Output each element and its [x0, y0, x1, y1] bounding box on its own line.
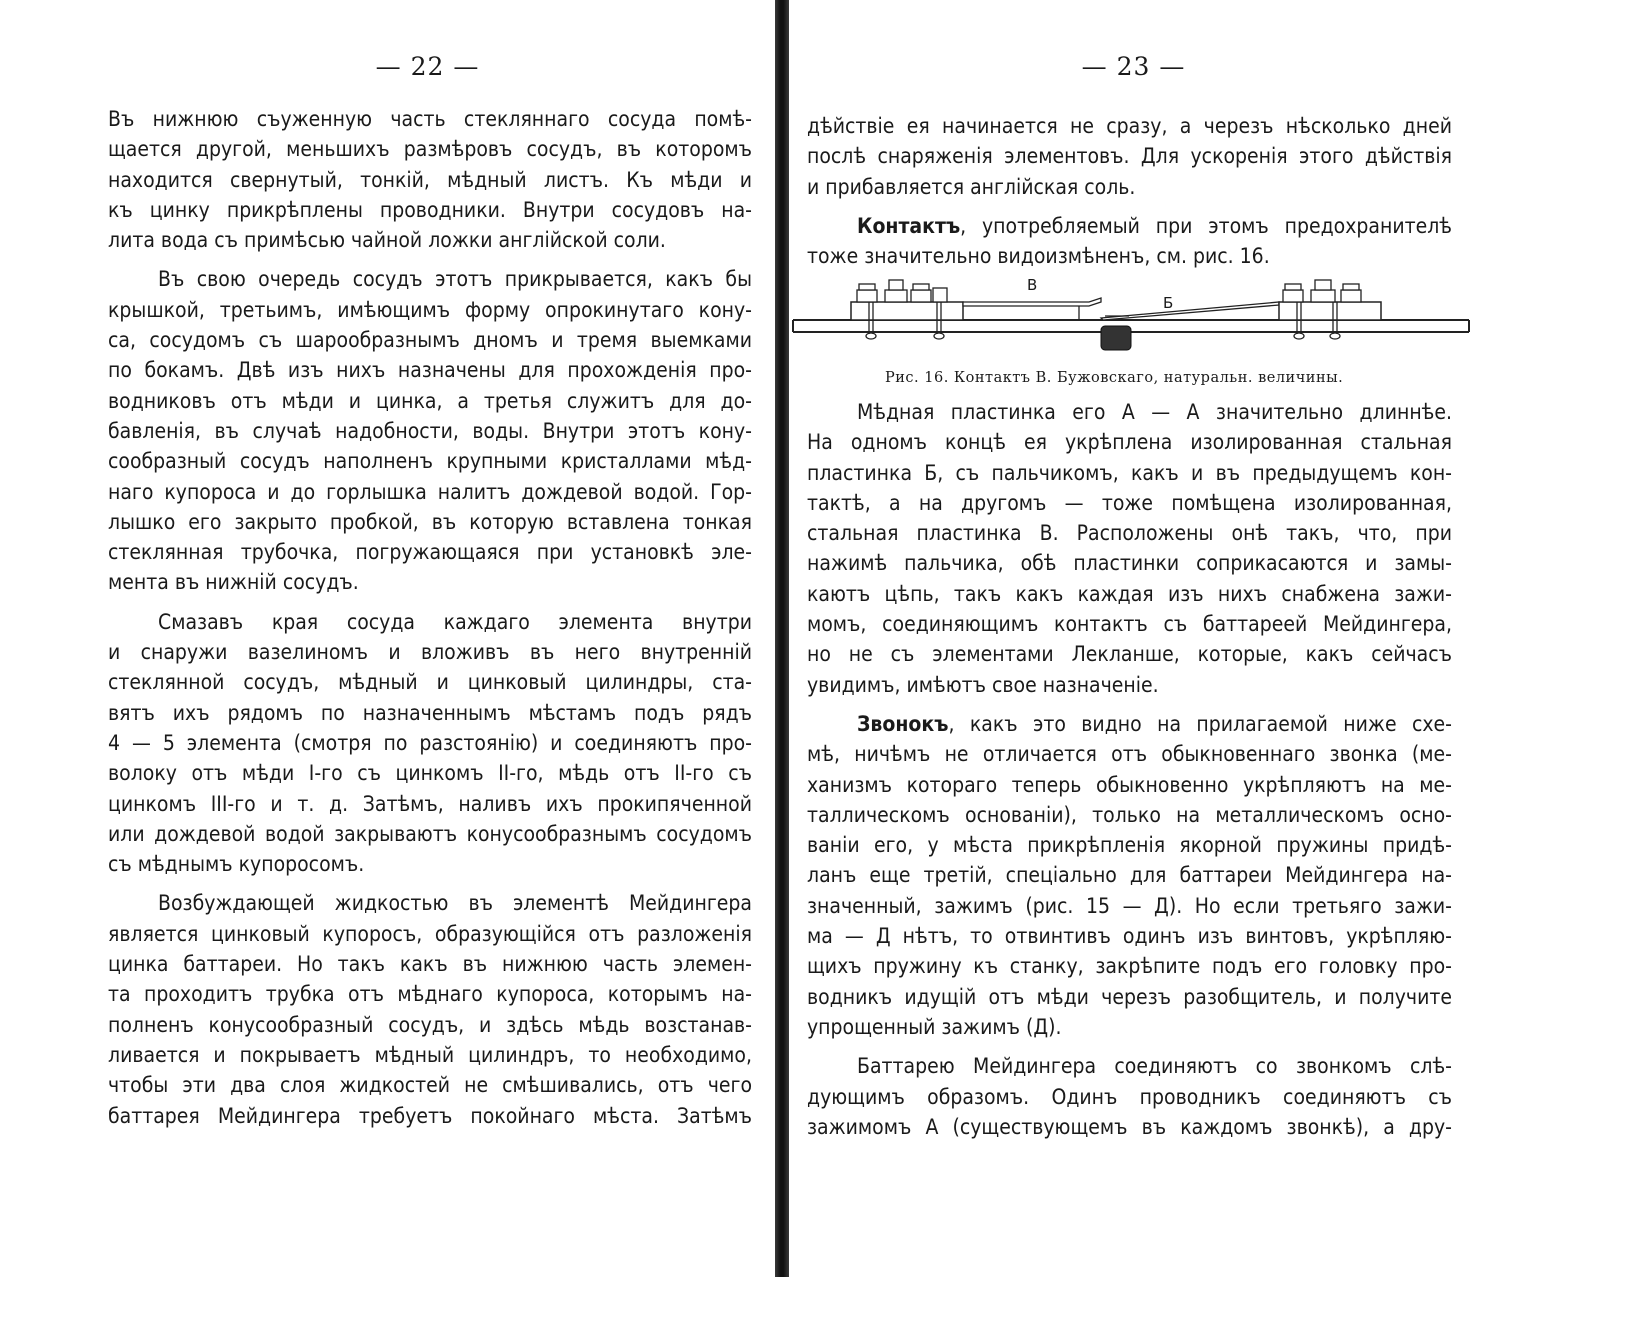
text-line: та проходитъ трубка отъ мѣднаго купороса, которымъ на-	[108, 982, 752, 1007]
text-line: ланъ еще третій, спеціально для баттареи Мейдингера на-	[807, 863, 1452, 888]
text-line: лышко его закрыто пробкой, въ которую вставлена тонкая	[108, 509, 752, 534]
right-terminal-screws	[1283, 280, 1361, 302]
text-line: съ мѣднымъ купоросомъ.	[108, 852, 365, 877]
text-line: цинкомъ III-го и т. д. Затѣмъ, наливъ ихъ прокипяченной	[108, 791, 752, 816]
text-line: находится свернутый, тонкій, мѣдный листъ. Къ мѣди и	[108, 167, 752, 192]
text-line: Въ свою очередь сосудъ этотъ прикрывается, какъ бы	[158, 267, 752, 292]
text-line: са, сосудомъ съ шарообразнымъ дномъ и тремя выемками	[108, 328, 752, 353]
paragraph	[108, 888, 752, 1130]
text-line: упрощенный зажимъ (Д).	[807, 1014, 1062, 1039]
steel-plate-v	[963, 298, 1101, 306]
figure-label-b: Б	[1163, 294, 1174, 312]
text-line: лита вода съ примѣсью чайной ложки англійской соли.	[108, 228, 666, 253]
text-line: вятъ ихъ рядомъ по назначеннымъ мѣстамъ подъ рядъ	[108, 700, 752, 725]
text-line: щихъ пружину къ станку, закрѣпите подъ его головку про-	[807, 954, 1452, 979]
paragraph	[108, 264, 752, 597]
left-page	[0, 0, 775, 1277]
text-line: дующимъ образомъ. Одинъ проводникъ соединяютъ съ	[807, 1084, 1452, 1109]
text-line: тактѣ, а на другомъ — тоже помѣщена изолированная,	[807, 490, 1452, 515]
right-insulating-block	[1279, 302, 1381, 320]
figure-contact-diagram	[789, 272, 1479, 372]
text-line: ма — Д нѣтъ, то отвинтивъ одинъ изъ винтовъ, укрѣпляю-	[807, 924, 1452, 949]
text-line: сообразный сосудъ наполненъ крупными кристаллами мѣд-	[108, 449, 752, 474]
text-line: по бокамъ. Двѣ изъ нихъ назначены для прохожденія про-	[108, 358, 752, 383]
text-line: момъ, соединяющимъ контактъ съ баттареей Мейдингера,	[807, 612, 1452, 637]
text-line: стеклянной сосудъ, мѣдный и цинковый цилиндры, ста-	[108, 670, 752, 695]
figure-label-v: В	[1027, 276, 1038, 294]
page-number: — 22 —	[375, 52, 480, 81]
text-line-rest: , какъ это видно на прилагаемой ниже схе-	[948, 711, 1452, 736]
text-line: волоку отъ мѣди I-го съ цинкомъ II-го, мѣдь отъ II-го съ	[108, 761, 752, 786]
push-button-finger	[1101, 326, 1131, 350]
text-line: Мѣдная пластинка его А — А значительно длиннѣе.	[857, 400, 1452, 424]
contact-diagram-svg	[789, 272, 1479, 372]
paragraph	[108, 104, 752, 255]
left-insulating-block	[851, 302, 963, 320]
text-line: и прибавляется англійская соль.	[807, 174, 1136, 199]
right-text-block-top	[807, 111, 1452, 271]
text-line: цинка баттареи. Но такъ какъ въ нижнюю часть элемен-	[108, 952, 752, 977]
text-line: тоже значительно видоизмѣненъ, см. рис. 16.	[807, 244, 1270, 269]
paragraph	[807, 397, 1452, 700]
text-line	[807, 211, 1452, 241]
text-line: мѣ, ничѣмъ не отличается отъ обыкновеннаго звонка (ме-	[807, 742, 1452, 767]
paragraph	[108, 607, 752, 880]
paragraph	[807, 1051, 1452, 1142]
text-line: 4 — 5 элемента (смотря по разстоянію) и соединяютъ про-	[108, 730, 752, 755]
text-line: дѣйствіе ея начинается не сразу, а черезъ нѣсколько дней	[807, 114, 1452, 138]
text-line: но не съ элементами Лекланше, которые, какъ сейчасъ	[807, 642, 1452, 667]
page-number: — 23 —	[1081, 52, 1186, 81]
text-line: Въ нижнюю съуженную часть стекляннаго сосуда помѣ-	[108, 107, 752, 131]
paragraph	[807, 709, 1452, 1042]
text-line: стеклянная трубочка, погружающаяся при установкѣ эле-	[108, 540, 752, 565]
text-line: крышкой, третьимъ, имѣющимъ форму опрокинутаго кону-	[108, 297, 752, 322]
text-line: зажимомъ А (существующемъ въ каждомъ звонкѣ), а дру-	[807, 1114, 1452, 1139]
text-line: водниковъ отъ мѣди и цинка, а третья служитъ для до-	[108, 388, 752, 413]
text-line: щается другой, меньшихъ размѣровъ сосудъ, въ которомъ	[108, 137, 752, 162]
figure-caption: Рис. 16. Контактъ В. Бужовскаго, натуральн. величины.	[885, 370, 1344, 386]
text-line: или дождевой водой закрываютъ конусообразнымъ сосудомъ	[108, 821, 752, 846]
text-line: ливается и покрываетъ мѣдный цилиндръ, то необходимо,	[108, 1042, 752, 1067]
text-line: стальная пластинка В. Расположены онѣ такъ, что, при	[807, 521, 1452, 546]
text-line: къ цинку прикрѣплены проводники. Внутри сосудовъ на-	[108, 197, 752, 222]
bold-term: Контактъ	[857, 213, 961, 238]
text-line: и снаружи вазелиномъ и вложивъ въ него внутренній	[108, 640, 752, 665]
paragraph	[807, 111, 1452, 202]
left-text-block	[108, 104, 752, 1131]
text-line	[807, 709, 1452, 739]
text-line: ханизмъ котораго теперь обыкновенно укрѣпляютъ на ме-	[807, 772, 1452, 797]
text-line: бавленія, въ случаѣ надобности, воды. Внутри этотъ кону-	[108, 418, 752, 443]
text-line: Возбуждающей жидкостью въ элементѣ Мейдингера	[158, 891, 752, 916]
right-text-block-bottom	[807, 397, 1452, 1142]
text-line: ваніи его, у мѣста прикрѣпленія якорной пружины придѣ-	[807, 833, 1452, 858]
text-line-rest: , употребляемый при этомъ предохранителѣ	[960, 213, 1452, 238]
text-line: каютъ цѣпь, такъ какъ каждая изъ нихъ снабжена зажи-	[807, 581, 1452, 606]
text-line: чтобы эти два слоя жидкостей не смѣшивались, отъ чего	[108, 1073, 752, 1098]
text-line: пластинка Б, съ пальчикомъ, какъ и въ предыдущемъ кон-	[807, 460, 1452, 485]
text-line: водникъ идущій отъ мѣди черезъ разобщитель, и получите	[807, 984, 1452, 1009]
text-line: является цинковый купоросъ, образующійся отъ разложенія	[108, 921, 752, 946]
bold-term: Звонокъ	[857, 711, 949, 736]
text-line: таллическомъ основаніи), только на металлическомъ осно-	[807, 802, 1452, 827]
paragraph	[807, 211, 1452, 272]
text-line: значенный, зажимъ (рис. 15 — Д). Но если третьяго зажи-	[807, 893, 1452, 918]
text-line: Смазавъ края сосуда каждаго элемента внутри	[158, 609, 752, 634]
text-line: Баттарею Мейдингера соединяютъ со звонкомъ слѣ-	[857, 1054, 1452, 1079]
text-line: увидимъ, имѣютъ свое назначеніе.	[807, 672, 1159, 697]
left-terminal-screws	[857, 280, 947, 302]
text-line: полненъ конусообразный сосудъ, и здѣсь мѣдь возстанав-	[108, 1012, 752, 1037]
right-page	[789, 0, 1568, 1277]
text-line: мента въ нижній сосудъ.	[108, 570, 359, 595]
text-line: На одномъ концѣ ея укрѣплена изолированная стальная	[807, 430, 1452, 455]
text-line: послѣ снаряженія элементовъ. Для ускоренія этого дѣйствія	[807, 144, 1452, 169]
steel-plate-b	[1101, 302, 1279, 320]
text-line: наго купороса и до горлышка налитъ дождевой водой. Гор-	[108, 479, 752, 504]
text-line: баттарея Мейдингера требуетъ покойнаго мѣста. Затѣмъ	[108, 1103, 752, 1128]
book-gutter	[775, 0, 789, 1277]
text-line: нажимѣ пальчика, обѣ пластинки соприкасаются и замы-	[807, 551, 1452, 576]
